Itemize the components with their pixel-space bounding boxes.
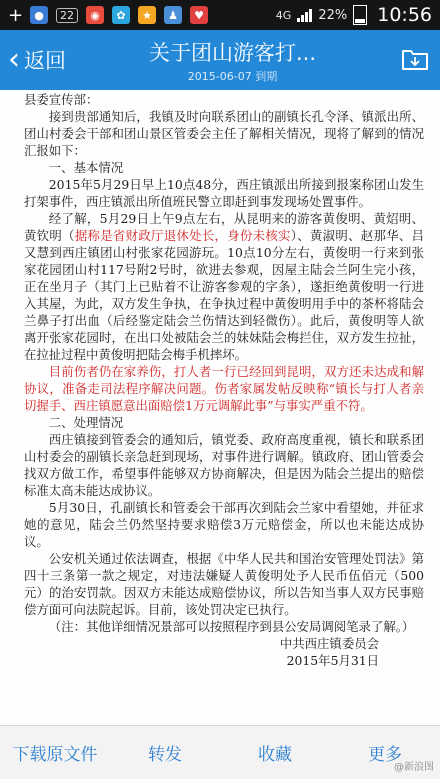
signal-icon (297, 8, 312, 22)
baidu-icon: ✿ (112, 6, 130, 24)
details-red-note: 据称是省财政厅退休处长，身份未核实 (74, 228, 291, 243)
page-title: 关于团山游客打... (148, 41, 317, 65)
paragraph-details (24, 210, 424, 363)
favorite-button[interactable]: 收藏 (258, 745, 292, 765)
download-original-button[interactable]: 下载原文件 (12, 745, 98, 765)
watermark: @新浪图 (394, 762, 434, 773)
signature-date: 2015年5月31日 (286, 653, 379, 668)
back-button[interactable] (0, 42, 66, 77)
battery-percent: 22% (318, 7, 348, 23)
network-label: 4G (275, 8, 292, 22)
add-icon: + (8, 4, 24, 26)
status-left-icons (8, 5, 208, 26)
status-bar (0, 0, 440, 30)
wechat-icon: ● (30, 6, 48, 24)
more-button[interactable]: 更多 (368, 745, 402, 765)
paragraph-handling: 西庄镇接到管委会的通知后，镇党委、政府高度重视，镇长和联系团山村委会的副镇长亲急赶到现场，对事件进行调解。镇政府、团山管委会找双方做工作，希望事件能够双方协商解决，但是因为陆会兰提出的赔偿标准太高未能达成协议。 (24, 432, 424, 498)
folder-icon[interactable] (400, 44, 430, 74)
app-icon: ♥ (190, 6, 208, 24)
notification-count-badge: 22 (56, 8, 78, 23)
paragraph-followup: 5月30日，孔副镇长和管委会干部再次到陆会兰家中看望她，并征求她的意见，陆会兰仍然坚持要求赔偿3万元赔偿金，所以也未能达成协议。 (24, 500, 424, 549)
document-viewer[interactable] (0, 90, 440, 725)
document-content (0, 90, 440, 669)
chevron-left-icon: ‹ (8, 42, 20, 77)
qq-icon: ♟ (164, 6, 182, 24)
chrome-icon: ◉ (86, 6, 104, 24)
clock-time: 10:56 (377, 4, 432, 26)
back-label: 返回 (24, 49, 66, 73)
signature-org: 中共西庄镇委员会 (279, 636, 379, 651)
navigation-bar (0, 30, 440, 90)
section-heading-handling: 二、处理情况 (48, 415, 124, 430)
bottom-action-bar (0, 725, 440, 779)
paragraph-incident-report: 2015年5月29日早上10点48分，西庄镇派出所接到报案称团山发生打架事件，西庄镇派出所值班民警立即赶到事发现场处置事件。 (24, 177, 424, 209)
forward-button[interactable]: 转发 (148, 745, 182, 765)
addressee: 县委宣传部： (24, 92, 99, 107)
details-part-b: ）、黄淑明、赵那华、吕又慧到西庄镇团山村张家花园游玩。10点10分左右，黄俊明一行来到张家花园团山村117号附2号时，欲进去参观，因屋主陆会兰阿生完小孩，正在坐月子（其门上已贴着不让游客参观的字条），遂拒绝黄俊明一行进入其屋，为此，双方发生争执，在争执过程中黄俊明用手中的茶杯将陆会兰鼻子打出血（后经鉴定陆会兰伤情达到轻微伤）。此后，黄俊明等人欲离开张家花园时，在出口处被陆会兰的妹妹陆会梅拦住，双方发生拉扯，在拉扯过程中黄俊明把陆会梅手机摔坏。 (24, 228, 424, 362)
details-part-a: 经了解，5月29日上午9点左右，从昆明来的游客黄俊明、黄炤明、黄钦明（ (24, 211, 424, 243)
nav-title-block (95, 30, 370, 90)
paragraph-current-status: 目前伤者仍在家养伤，打人者一行已经回到昆明，双方还未达成和解协议，准备走司法程序解决问题。伤者家属发帖反映称“镇长与打人者亲切握手、西庄镇愿意出面赔偿1万元调解此事”与事实严重不符。 (24, 364, 424, 413)
expiry-subtitle: 2015-06-07 到期 (187, 70, 278, 83)
status-right-icons (276, 4, 432, 26)
paragraph-intro: 接到贵部通知后，我镇及时向联系团山的副镇长孔令泽、镇派出所、团山村委会干部和团山景区管委会主任了解相关情况，现将了解到的情况汇报如下： (24, 109, 424, 158)
battery-icon (353, 5, 367, 25)
paragraph-note: （注：其他详细情况景部可以按照程序到县公安局调阅笔录了解。） (48, 619, 415, 634)
weibo-icon: ★ (138, 6, 156, 24)
paragraph-police: 公安机关通过依法调查，根据《中华人民共和国治安管理处罚法》第四十三条第一款之规定，对违法嫌疑人黄俊明处予人民币伍佰元（500元）的治安罚款。因双方未能达成赔偿协议，所以告知当事人双方民事赔偿方面可向法院起诉。目前，该处罚决定已执行。 (24, 551, 424, 617)
section-heading-basic: 一、基本情况 (48, 160, 124, 175)
